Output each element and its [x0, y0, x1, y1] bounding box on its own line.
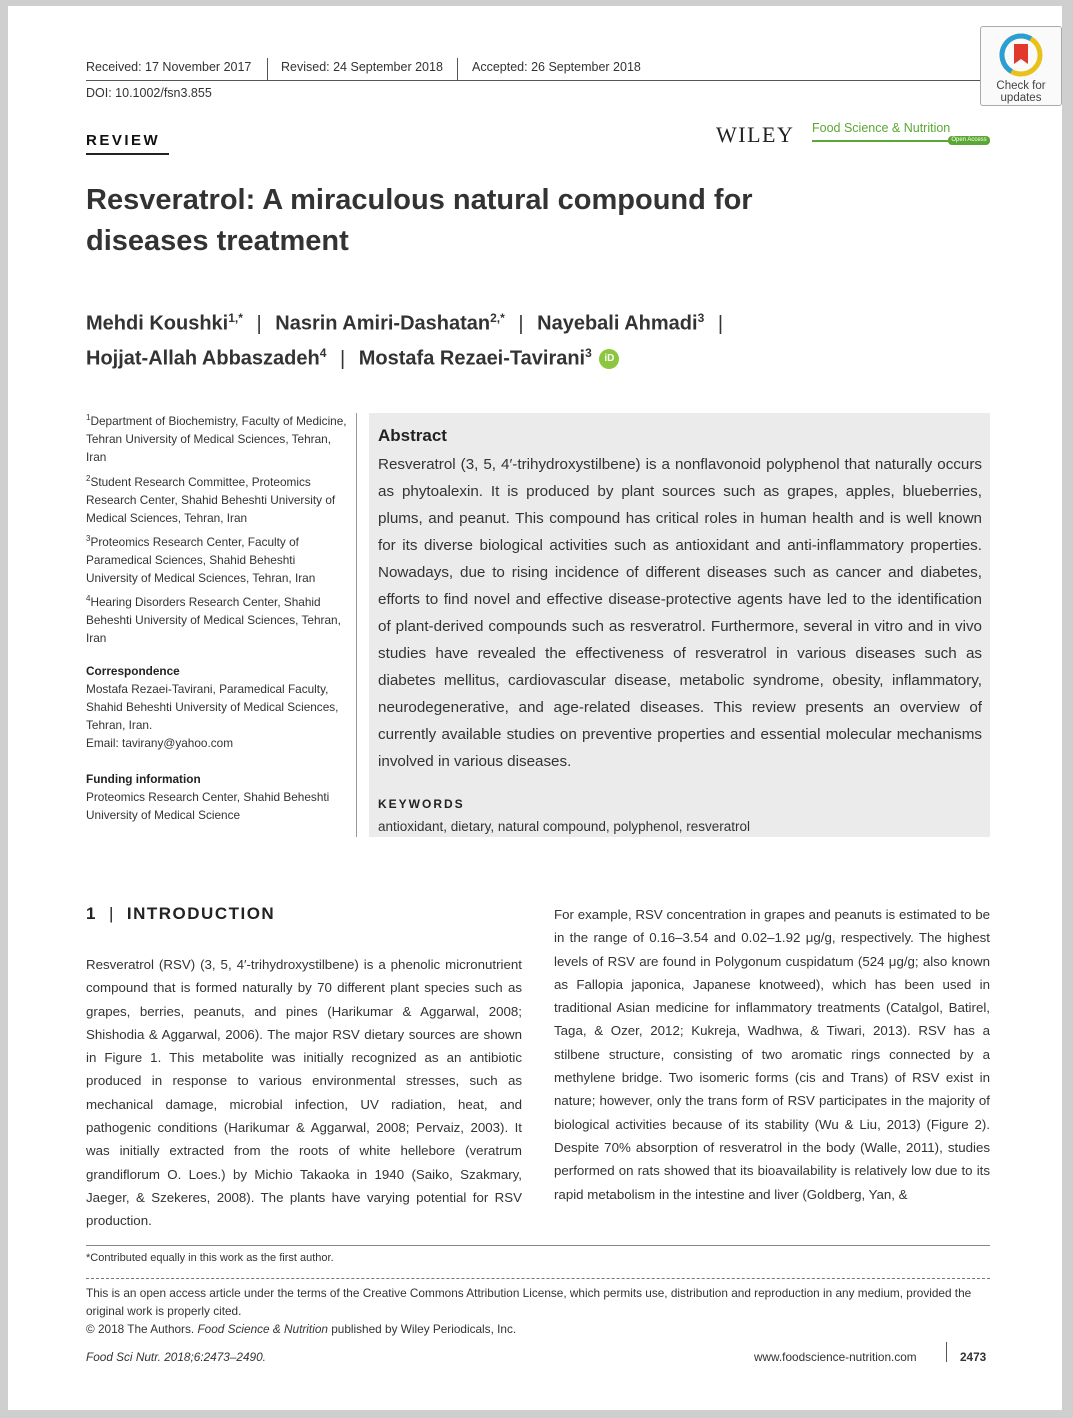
article-title: Resveratrol: A miraculous natural compound for diseases treatment: [86, 184, 753, 257]
author-line-1: Mehdi Koushki$^{1,*}$ | Nasrin Amiri-Dashatan$^{2,*}$ | Nayebali Ahmadi$^3$ |: [86, 311, 724, 335]
article-type-underline: [86, 153, 169, 155]
intro-column-1: Resveratrol (RSV) (3, 5, 4′-trihydroxystilbene) is a phenolic micronutrient compound that is formed naturally by 70 different plant species such as grapes, berries, peanuts, and pines (Harikumar & Aggarwal, 2008; Shishodia & Aggarwal, 2006). The major RSV dietary sources are shown in Figure 1. This metabolite was initially recognized as an antibiotic produced in response to various environmental stresses, such as mechanical damage, microbial infection, UV radiation, heat, and pathogenic conditions (Harikumar & Aggarwal, 2008; Pervaiz, 2003). It was initially extracted from the roots of white hellebore (veratrum grandiflorum O. Loes.) by Michio Takaoka in 1940 (Saiko, Szakmary, Jaeger, & Szekeres, 2008). The plants have varying potential for RSV production.: [86, 957, 522, 1229]
abstract-box: [369, 413, 990, 837]
author-name: Mehdi Koushki: [86, 312, 229, 335]
crossmark-icon: [999, 33, 1043, 77]
author-name: Hojjat-Allah Abbaszadeh: [86, 347, 320, 370]
affiliation: $^1$Department of Biochemistry, Faculty of Medicine, Tehran University of Medical Sciences, Tehran, Iran: [86, 413, 347, 464]
email[interactable]: Email: tavirany@yahoo.com: [86, 736, 234, 750]
correspondence: Correspondence Mostafa Rezaei-Tavirani, Paramedical Faculty, Shahid Beheshti University of Medical Sciences, Tehran, Iran. Email: tavirany@yahoo.com: [86, 662, 348, 752]
accepted-date: Accepted: 26 September 2018: [472, 60, 641, 74]
affiliation: $^2$Student Research Committee, Proteomics Research Center, Shahid Beheshti University of Medical Sciences, Tehran, Iran: [86, 474, 336, 525]
check-for-updates-badge[interactable]: [980, 26, 1062, 106]
badge-text: Check for updates: [996, 80, 1046, 104]
paper-page: [8, 6, 1062, 1410]
journal-name: Food Science & Nutrition: [812, 121, 951, 135]
column-divider: [356, 413, 357, 837]
journal-url[interactable]: www.foodscience-nutrition.com: [754, 1350, 917, 1364]
header-divider: [457, 58, 458, 80]
author-name: Mostafa Rezaei-Tavirani: [358, 347, 586, 370]
header-divider: [267, 58, 268, 80]
affiliation: $^4$Hearing Disorders Research Center, Shahid Beheshti University of Medical Sciences, Tehran, Iran: [86, 594, 341, 645]
open-access-tag: Open Access: [948, 136, 990, 145]
abstract-text: Resveratrol (3, 5, 4′-trihydroxystilbene) is a nonflavonoid polyphenol that naturally occurs as phytoalexin. It is produced by plant sources such as grapes, apples, blueberries, plums, and peanut. This compound has critical roles in human health and is well known for its diverse biological activities such as antioxidant and anti-inflammatory properties. Nowadays, due to rising incidence of different diseases such as cancer and diabetes, efforts to find novel and effective disease-protective agents have led to the identification of plant-derived compounds such as resveratrol. Furthermore, several in vitro and in vivo studies have revealed the effectiveness of resveratrol in various diseases such as diabetes mellitus, cardiovascular disease, metabolic syndrome, obesity, inflammatory, neurodegenerative, and age-related diseases. This review presents an overview of currently available studies on preventive properties and essential molecular mechanisms involved in various diseases.: [378, 456, 982, 770]
header-rule: [86, 80, 980, 81]
funding-information: Funding information Proteomics Research Center, Shahid Beheshti University of Medical Science: [86, 772, 330, 822]
keywords-heading: KEYWORDS: [378, 797, 465, 811]
section-heading: 1 | INTRODUCTION: [86, 904, 276, 923]
license-rule: [86, 1278, 990, 1279]
doi[interactable]: DOI: 10.1002/fsn3.855: [86, 86, 212, 100]
abstract-heading: Abstract: [378, 426, 447, 445]
keywords-text: antioxidant, dietary, natural compound, polyphenol, resveratrol: [378, 819, 750, 834]
license-text: This is an open access article under the terms of the Creative Commons Attribution License, which permits use, distribution and reproduction in any medium, provided the original work is properly cited.: [86, 1286, 972, 1318]
footer-divider: [946, 1342, 947, 1362]
footnote-rule: [86, 1245, 990, 1246]
orcid-icon[interactable]: iD: [599, 349, 619, 369]
author-name: Nayebali Ahmadi: [537, 312, 698, 335]
citation: Food Sci Nutr. 2018;6:2473–2490.: [86, 1350, 266, 1364]
publisher-logo: WILEY: [716, 122, 795, 147]
journal-rule: [812, 140, 950, 142]
author-name: Nasrin Amiri-Dashatan: [275, 312, 491, 335]
revised-date: Revised: 24 September 2018: [281, 60, 443, 74]
article-type: REVIEW: [86, 132, 161, 149]
footnote: *Contributed equally in this work as the first author.: [86, 1252, 334, 1264]
page-number: 2473: [960, 1350, 987, 1364]
received-date: Received: 17 November 2017: [86, 60, 252, 74]
author-line-2: Hojjat-Allah Abbaszadeh$^4$ | Mostafa Rezaei-Tavirani$^3$ iD: [86, 336, 619, 377]
intro-column-2: For example, RSV concentration in grapes and peanuts is estimated to be in the range of 0.16–3.54 and 0.02–1.92 μg/g, respectively. The highest levels of RSV are found in Polygonum cuspidatum (524 μg/g; also known as Fallopia japonica, Japanese knotweed), which has been used in traditional Asian medicine for inflammatory treatments (Catalgol, Batirel, Taga, & Ozer, 2012; Kukreja, Wadhwa, & Tiwari, 2013). RSV has a stilbene structure, consisting of two aromatic rings connected by a methylene bridge. Two isomeric forms (cis and Trans) of RSV exist in nature; however, only the trans form of RSV participates in the majority of biological activities because of its stability (Wu & Liu, 2013) (Figure 2). Despite 70% absorption of resveratrol in the body (Walle, 2011), studies performed on rats showed that its bioavailability is relatively low due to its rapid metabolism in the intestine and liver (Goldberg, Yan, &: [554, 907, 990, 1202]
affiliation: $^3$Proteomics Research Center, Faculty of Paramedical Sciences, Shahid Beheshti University of Medical Sciences, Tehran, Iran: [86, 534, 316, 585]
copyright: © 2018 The Authors. Food Science & Nutrition published by Wiley Periodicals, Inc.: [86, 1322, 517, 1336]
